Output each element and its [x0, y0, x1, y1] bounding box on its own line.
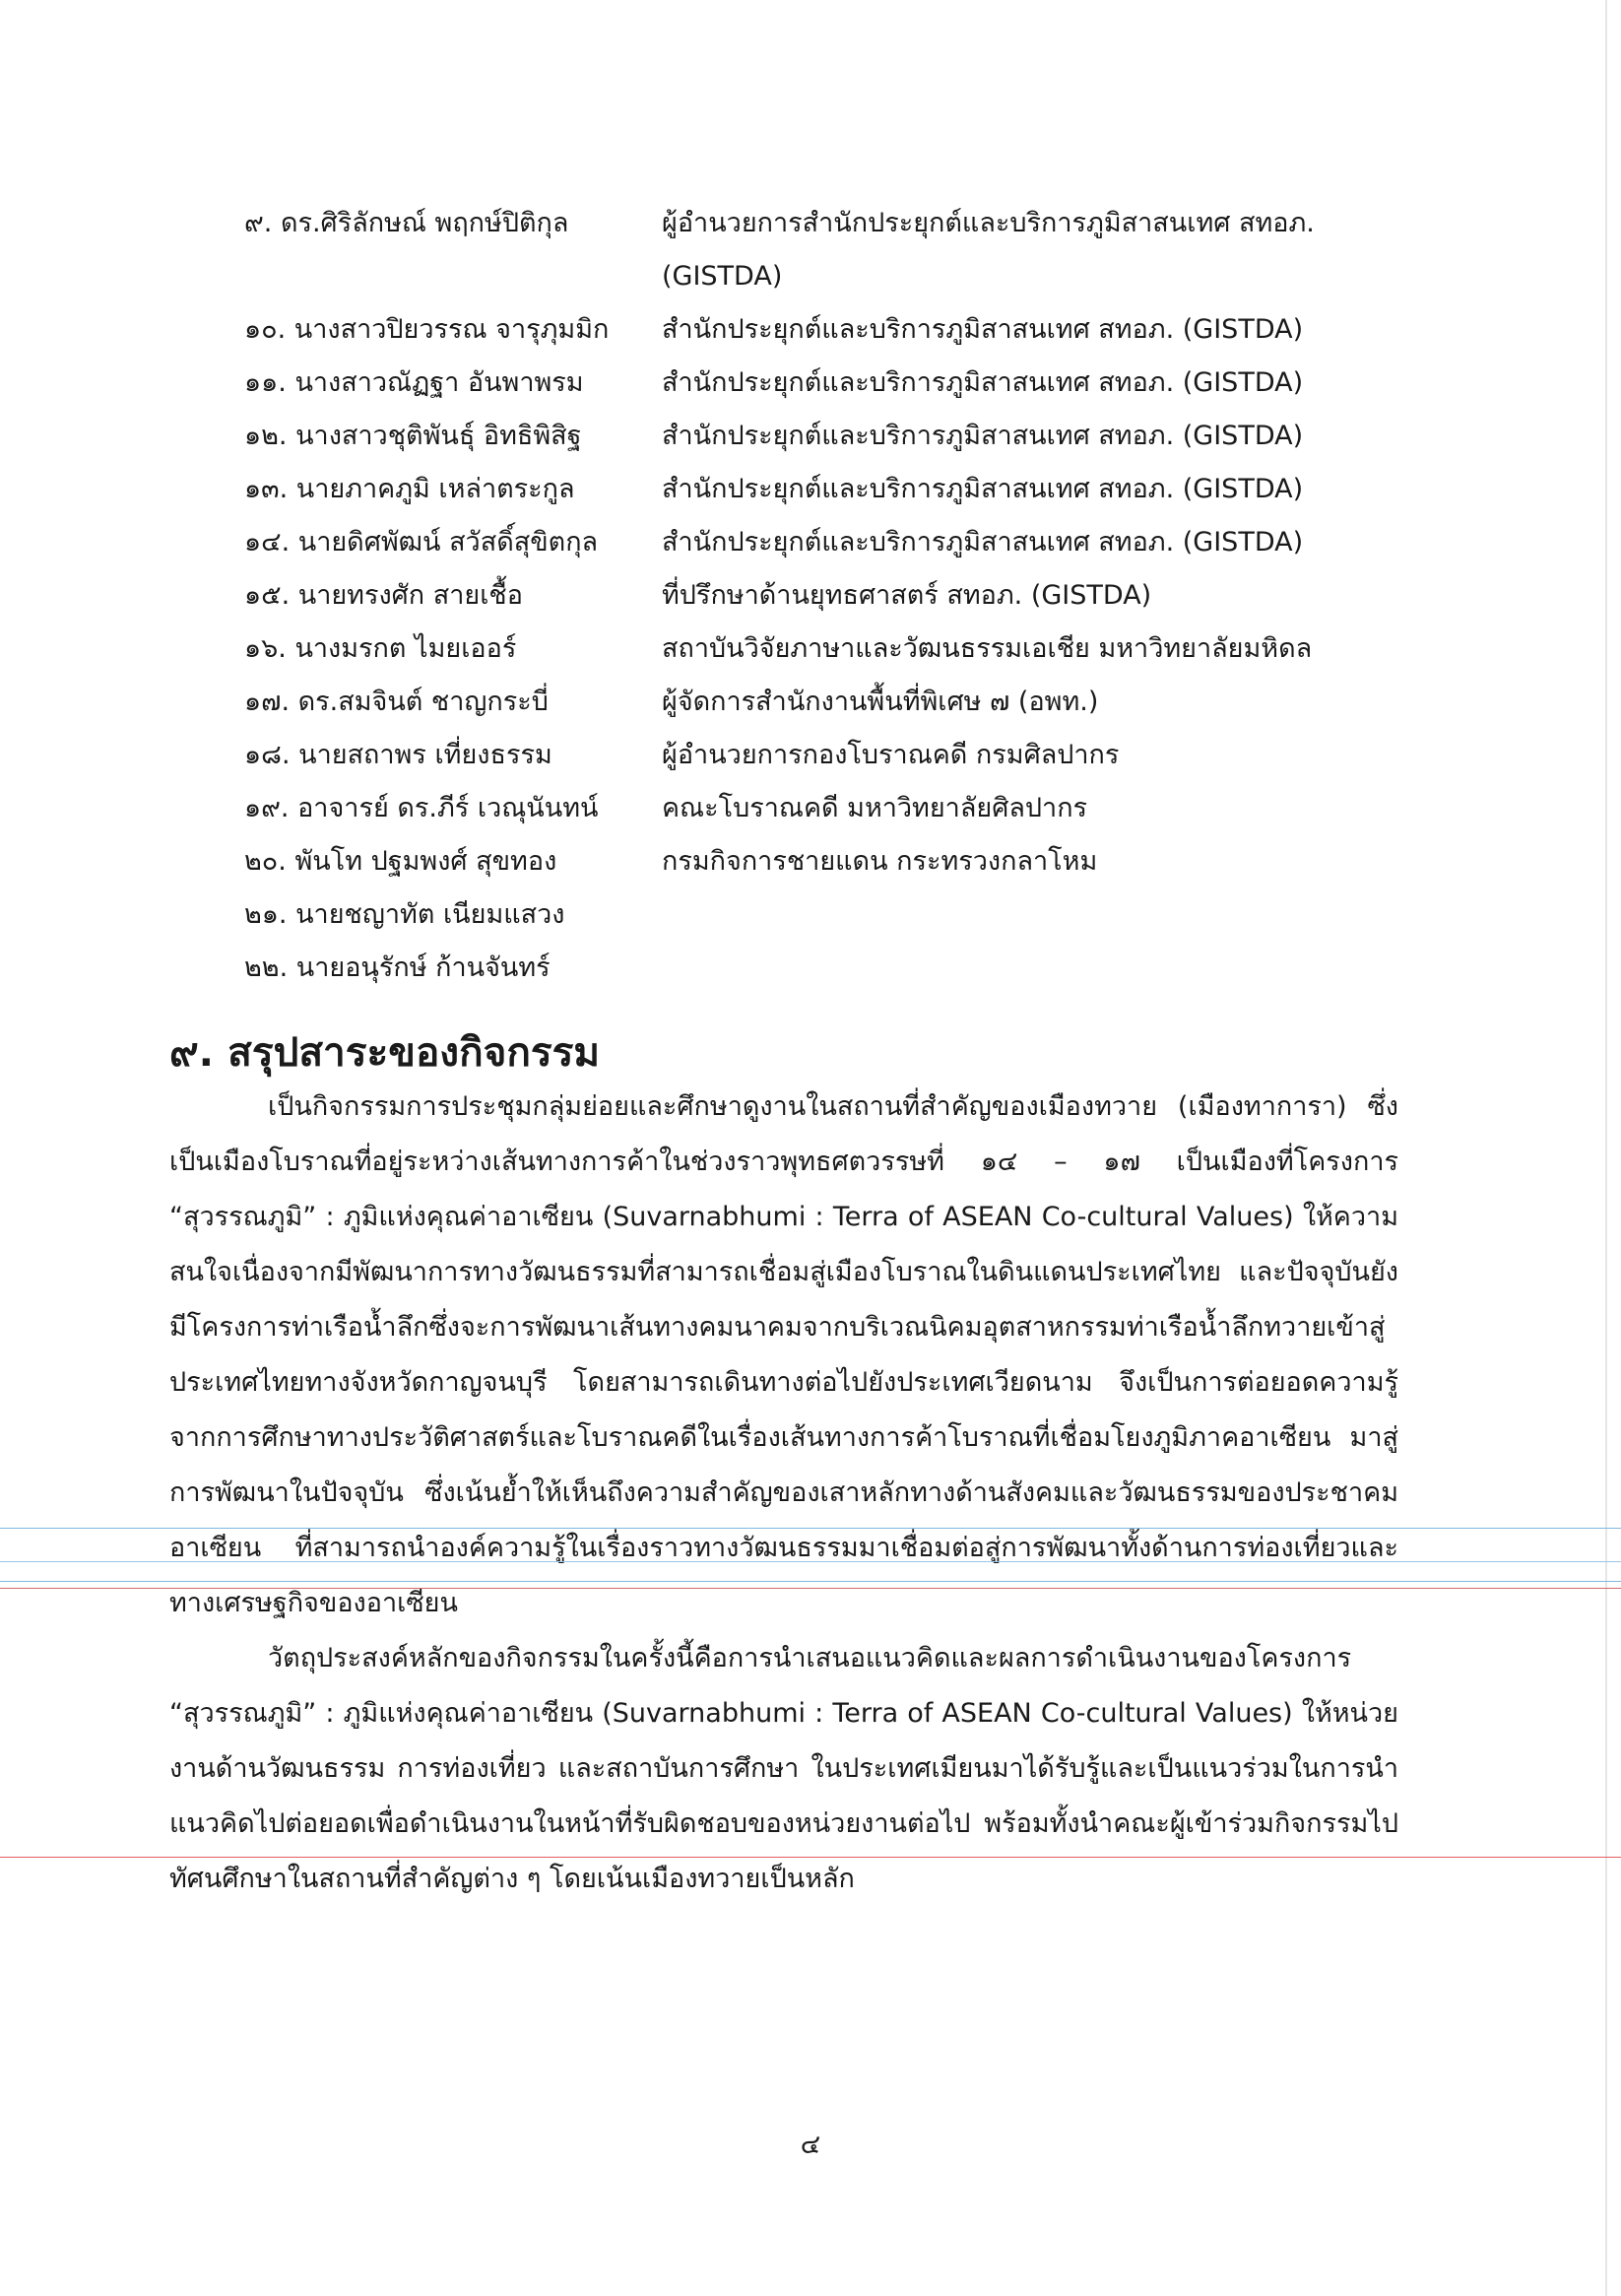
participant-organization: สำนักประยุกต์และบริการภูมิสาสนเทศ สทอภ. (GISTDA): [662, 367, 1304, 398]
scan-artifact-line: [0, 1561, 1621, 1562]
participant-name: ๑๔. นายดิศพัฒน์ สวัสดิ์สุขิตกุล: [244, 527, 599, 558]
participant-name: ๑๙. อาจารย์ ดร.ภีร์ เวณุนันทน์: [244, 793, 599, 823]
participant-row: [244, 357, 1406, 410]
participant-name: ๙. ดร.ศิริลักษณ์ พฤกษ์ปิติกุล: [244, 208, 569, 238]
participant-organization: ผู้อำนวยการกองโบราณคดี กรมศิลปากร: [662, 740, 1120, 770]
participant-organization: คณะโบราณคดี มหาวิทยาลัยศิลปากร: [662, 793, 1088, 823]
participant-name: ๑๘. นายสถาพร เที่ยงธรรม: [244, 740, 552, 770]
participant-organization: สำนักประยุกต์และบริการภูมิสาสนเทศ สทอภ. (GISTDA): [662, 474, 1304, 504]
participant-row: [244, 676, 1406, 729]
objective-paragraph: วัตถุประสงค์หลักของกิจกรรมในครั้งนี้คือการนำเสนอแนวคิดและผลการดำเนินงานของโครงการ “สุวรรณภูมิ” : ภูมิแห่งคุณค่าอาเซียน (Suvarnabhumi : Terra of ASEAN Co-cultural Values) ให้หน่วยงานด้านวัฒนธรรม การท่องเที่ยว และสถาบันการศึกษา ในประเทศเมียนมาได้รับรู้และเป็นแนวร่วมในการนำแนวคิดไปต่อยอดเพื่อดำเนินงานในหน้าที่รับผิดชอบของหน่วยงานต่อไป พร้อมทั้งนำคณะผู้เข้าร่วมกิจกรรมไปทัศนศึกษาในสถานที่สำคัญต่าง ๆ โดยเน้นเมืองทวายเป็นหลัก: [169, 1643, 1398, 1894]
participant-row: [244, 516, 1406, 569]
participant-list: [244, 197, 1406, 995]
participant-organization-line: ผู้อำนวยการสำนักประยุกต์และบริการภูมิสาสนเทศ สทอภ.: [662, 208, 1315, 238]
participant-row: [244, 888, 1406, 942]
section-heading: ๙. สรุปสาระของกิจกรรม: [169, 1028, 601, 1076]
participant-name: ๑๖. นางมรกต ไมยเออร์: [244, 633, 517, 664]
participant-organization: สำนักประยุกต์และบริการภูมิสาสนเทศ สทอภ. (GISTDA): [662, 421, 1304, 451]
scan-artifact-line: [0, 1857, 1621, 1858]
participant-row: [244, 197, 1406, 303]
participant-name: ๑๓. นายภาคภูมิ เหล่าตระกูล: [244, 474, 575, 504]
participant-row: [244, 782, 1406, 835]
participant-organization-line: (GISTDA): [662, 261, 783, 292]
participant-row: [244, 942, 1406, 995]
participant-name: ๑๕. นายทรงศัก สายเชื้อ: [244, 580, 523, 611]
participant-name: ๑๗. ดร.สมจินต์ ชาญกระบี่: [244, 687, 549, 717]
participant-row: [244, 729, 1406, 782]
participant-row: [244, 623, 1406, 676]
page-number: ๔: [800, 2130, 821, 2160]
participant-organization: ที่ปรึกษาด้านยุทธศาสตร์ สทอภ. (GISTDA): [662, 580, 1152, 611]
participant-row: [244, 463, 1406, 516]
activity-summary-section: [169, 1024, 1398, 1907]
scan-artifact-line: [0, 1588, 1621, 1589]
participant-organization: สำนักประยุกต์และบริการภูมิสาสนเทศ สทอภ. (GISTDA): [662, 314, 1304, 345]
participant-name: ๒๐. พันโท ปฐมพงศ์ สุขทอง: [244, 846, 557, 877]
participant-name: ๑๑. นางสาวณัฏฐา อันพาพรม: [244, 367, 584, 398]
participant-name: ๑๒. นางสาวชุติพันธุ์ อิทธิพิสิฐ: [244, 421, 582, 451]
participant-row: [244, 410, 1406, 463]
participant-row: [244, 835, 1406, 888]
summary-paragraph: เป็นกิจกรรมการประชุมกลุ่มย่อยและศึกษาดูงานในสถานที่สำคัญของเมืองทวาย (เมืองทาการา) ซึ่งเป็นเมืองโบราณที่อยู่ระหว่างเส้นทางการค้าในช่วงราวพุทธศตวรรษที่ ๑๔ – ๑๗ เป็นเมืองที่โครงการ “สุวรรณภูมิ” : ภูมิแห่งคุณค่าอาเซียน (Suvarnabhumi : Terra of ASEAN Co-cultural Values) ให้ความสนใจเนื่องจากมีพัฒนาการทางวัฒนธรรมที่สามารถเชื่อมสู่เมืองโบราณในดินแดนประเทศไทย และปัจจุบันยังมีโครงการท่าเรือน้ำลึกซึ่งจะการพัฒนาเส้นทางคมนาคมจากบริเวณนิคมอุตสาหกรรมท่าเรือน้ำลึกทวายเข้าสู่ประเทศไทยทางจังหวัดกาญจนบุรี โดยสามารถเดินทางต่อไปยังประเทศเวียดนาม จึงเป็นการต่อยอดความรู้จากการศึกษาทางประวัติศาสตร์และโบราณคดีในเรื่องเส้นทางการค้าโบราณที่เชื่อมโยงภูมิภาคอาเซียน มาสู่การพัฒนาในปัจจุบัน ซึ่งเน้นย้ำให้เห็นถึงความสำคัญของเสาหลักทางด้านสังคมและวัฒนธรรมของประชาคมอาเซียน ที่สามารถนำองค์ความรู้ในเรื่องราวทางวัฒนธรรมมาเชื่อมต่อสู่การพัฒนาทั้งด้านการท่องเที่ยวและทางเศรษฐกิจของอาเซียน: [169, 1091, 1398, 1618]
scan-artifact-line: [0, 1581, 1621, 1582]
scan-artifact-line: [0, 1528, 1621, 1529]
participant-row: [244, 569, 1406, 623]
scan-edge-line: [1605, 0, 1607, 2296]
participant-row: [244, 303, 1406, 357]
participant-organization: ผู้จัดการสำนักงานพื้นที่พิเศษ ๗ (อพท.): [662, 687, 1099, 717]
participant-name: ๒๒. นายอนุรักษ์ ก้านจันทร์: [244, 952, 551, 983]
participant-name: ๑๐. นางสาวปิยวรรณ จารุภุมมิก: [244, 314, 610, 345]
participant-organization: สำนักประยุกต์และบริการภูมิสาสนเทศ สทอภ. (GISTDA): [662, 527, 1304, 558]
participant-name: ๒๑. นายชญาทัต เนียมแสวง: [244, 899, 565, 930]
participant-organization: [662, 197, 1406, 303]
participant-organization: กรมกิจการชายแดน กระทรวงกลาโหม: [662, 846, 1098, 877]
participant-organization: สถาบันวิจัยภาษาและวัฒนธรรมเอเชีย มหาวิทยาลัยมหิดล: [662, 633, 1313, 664]
